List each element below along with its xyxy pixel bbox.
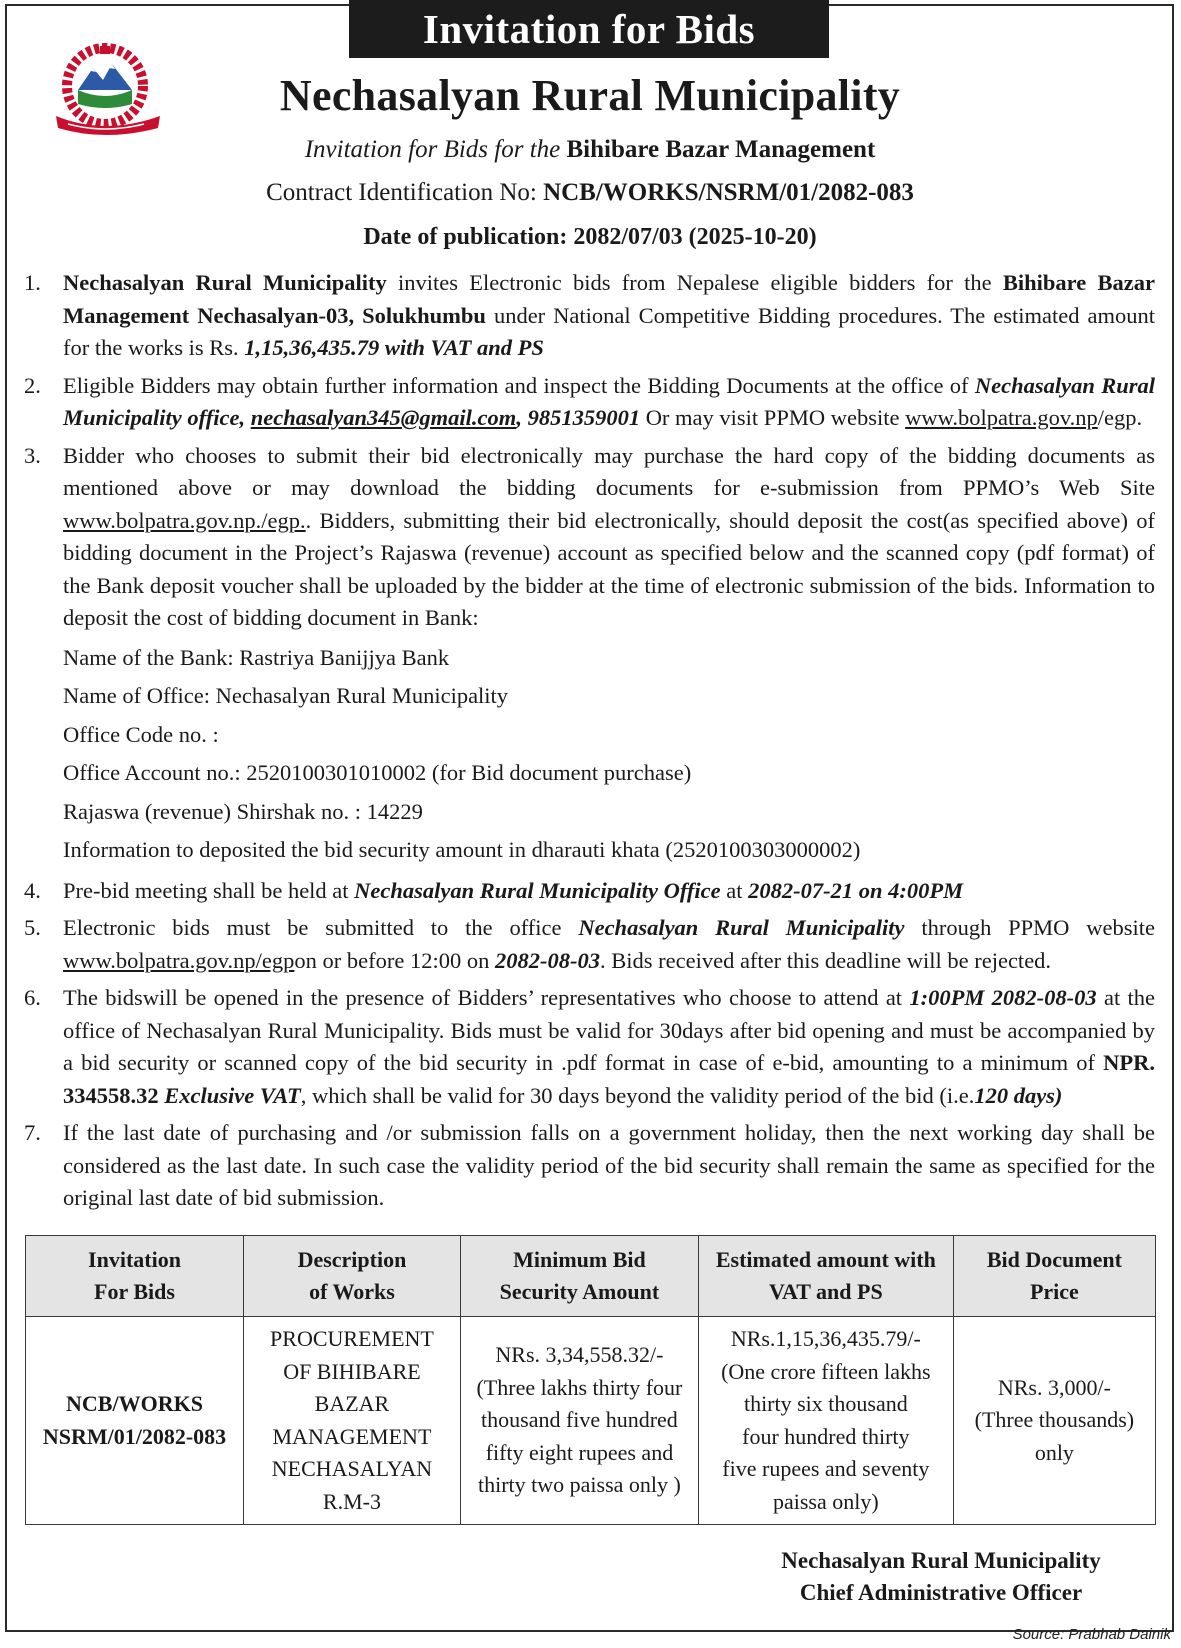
clause-text: under National Competitive Bidding procedures. The estimated amount for the works is Rs. xyxy=(63,302,1155,360)
clause-3 xyxy=(24,440,1155,870)
validity-days: 120 days) xyxy=(974,1082,1063,1108)
rajaswa-shirshak: Rajaswa (revenue) Shirshak no. : 14229 xyxy=(63,798,423,824)
bid-security-account: Information to deposited the bid security amount in dharauti khata (2520100303000002) xyxy=(63,837,861,862)
subtitle-italic: Invitation for Bids for the xyxy=(304,136,561,163)
bank-details xyxy=(63,639,1155,870)
clause-text: Nechasalyan Rural Municipality Office xyxy=(354,877,721,903)
column-header: Estimated amount with VAT and PS xyxy=(698,1236,953,1317)
clause-text: Eligible Bidders may obtain further information and inspect the Bidding Documents at the office of xyxy=(63,372,975,398)
table-row xyxy=(26,1317,1156,1525)
banner-title: Invitation for Bids xyxy=(349,0,829,58)
clause-text: invites Electronic bids from Nepalese eligible bidders for the xyxy=(386,270,1003,295)
table-cell: PROCUREMENT OF BIHIBARE BAZAR MANAGEMENT NECHASALYAN R.M-3 xyxy=(243,1317,460,1525)
bid-table xyxy=(25,1235,1156,1525)
column-header: Invitation For Bids xyxy=(26,1236,244,1317)
clause-text: at xyxy=(720,877,749,903)
clause-number: 5. xyxy=(24,915,41,940)
bolpatra-link[interactable]: www.bolpatra.gov.np xyxy=(905,405,1098,430)
submission-date: 2082-08-03 xyxy=(494,947,600,973)
office-name: Name of Office: Nechasalyan Rural Municipality xyxy=(63,683,509,708)
clause-number: 7. xyxy=(24,1120,41,1145)
clause-text: Pre-bid meeting shall be held at xyxy=(63,877,355,903)
clause-text: Exclusive VAT xyxy=(164,1082,301,1108)
clause-text: /egp. xyxy=(1097,405,1143,430)
table-cell: NRs. 3,000/- (Three thousands) only xyxy=(953,1317,1155,1525)
clause-number: 2. xyxy=(24,372,41,398)
page-title: Nechasalyan Rural Municipality xyxy=(279,71,901,120)
clause-text: Electronic bids must be submitted to the office xyxy=(63,915,579,940)
subtitle-project: Bihibare Bazar Management xyxy=(566,136,876,163)
clause-2 xyxy=(24,370,1155,435)
prebid-date: 2082-07-21 on 4:00PM xyxy=(748,877,964,903)
clause-5 xyxy=(24,912,1155,977)
column-header: Description of Works xyxy=(243,1236,460,1317)
column-header: Minimum Bid Security Amount xyxy=(460,1236,698,1317)
clause-text: Nechasalyan Rural Municipality office, xyxy=(63,372,1155,430)
email-link[interactable]: nechasalyan345@gmail.com xyxy=(250,405,517,430)
bid-clauses xyxy=(24,267,1155,1220)
clause-number: 6. xyxy=(24,985,41,1010)
clause-text: If the last date of purchasing and /or submission falls on a government holiday, then the next working day shall be considered as the last date. In such case the validity period of the bid security shall remain the same as specified for the original last date of bid submission. xyxy=(63,1120,1155,1210)
phone-number: , 9851359001 xyxy=(516,405,641,430)
clause-6 xyxy=(24,982,1155,1112)
table-cell: NRs. 3,34,558.32/- (Three lakhs thirty four thousand five hundred fifty eight rupees and thirty two paissa only ) xyxy=(460,1317,698,1525)
clause-number: 4. xyxy=(24,877,41,903)
clause-text: Bihibare Bazar Management Nechasalyan-03, Solukhumbu xyxy=(63,270,1155,328)
contract-label: Contract Identification No: xyxy=(266,179,537,206)
nepal-emblem-icon xyxy=(48,38,174,138)
clause-text: at the office of Nechasalyan Rural Municipality. Bids must be valid for 30days after bid opening and must be accompanied by a bid security or scanned copy of the bid security in .pdf format in case of e-bid, amounting to a minimum of xyxy=(63,985,1155,1075)
clause-text: , which shall be valid for 30 days beyond the validity period of the bid (i.e. xyxy=(300,1082,975,1108)
clause-1 xyxy=(24,267,1155,365)
clause-text: Nechasalyan Rural Municipality xyxy=(63,270,387,295)
clause-text: Or may visit PPMO website xyxy=(640,405,906,430)
estimated-amount: 1,15,36,435.79 with VAT and PS xyxy=(244,335,544,360)
clause-7 xyxy=(24,1117,1155,1215)
bolpatra-link[interactable]: www.bolpatra.gov.np./egp. xyxy=(63,507,306,533)
clause-text: Nechasalyan Rural Municipality xyxy=(578,915,905,940)
source-credit: Source: Prabhab Dainik xyxy=(1012,1626,1171,1643)
office-code: Office Code no. : xyxy=(63,721,219,747)
clause-text: Bidder who chooses to submit their bid electronically may purchase the hard copy of the bidding documents as mentioned above or may download the bidding documents for e-submission from PPMO’s Web Site xyxy=(63,442,1155,500)
table-cell: NRs.1,15,36,435.79/- (One crore fifteen lakhs thirty six thousand four hundred thirty five rupees and seventy paissa only) xyxy=(698,1317,953,1525)
clause-text: through PPMO website xyxy=(904,915,1155,940)
opening-time: 1:00PM 2082-08-03 xyxy=(909,985,1097,1010)
clause-4 xyxy=(24,875,1155,908)
contract-number: NCB/WORKS/NSRM/01/2082-083 xyxy=(543,179,914,206)
clause-text: on or before 12:00 on xyxy=(294,947,495,973)
clause-text: . Bidders, submitting their bid electronically, should deposit the cost(as specified above) of bidding document in the Project’s Rajaswa (revenue) account as specified below and the scanned copy (pdf format) of the Bank deposit voucher shall be uploaded by the bidder at the time of electronic submission of the bids. Information to deposit the cost of bidding document in Bank: xyxy=(63,507,1155,630)
subtitle xyxy=(160,136,1020,164)
signature-org: Nechasalyan Rural Municipality xyxy=(781,1548,1101,1573)
bank-name: Name of the Bank: Rastriya Banijjya Bank xyxy=(63,644,450,670)
table-cell: NCB/WORKS NSRM/01/2082-083 xyxy=(26,1317,244,1525)
signature-role: Chief Administrative Officer xyxy=(799,1580,1083,1605)
table-header-row xyxy=(26,1236,1156,1317)
contract-line xyxy=(160,179,1020,207)
clause-number: 1. xyxy=(24,270,41,295)
security-amount: NPR. 334558.32 xyxy=(63,1050,1155,1108)
clause-text: The bidswill be opened in the presence of Bidders’ representatives who choose to attend at xyxy=(63,985,910,1010)
column-header: Bid Document Price xyxy=(953,1236,1155,1317)
office-account: Office Account no.: 2520100301010002 (for Bid document purchase) xyxy=(63,760,692,785)
clause-text: . Bids received after this deadline will be rejected. xyxy=(599,947,1052,973)
publication-date: Date of publication: 2082/07/03 (2025-10-20) xyxy=(363,224,817,250)
clause-number: 3. xyxy=(24,442,41,468)
bolpatra-link[interactable]: www.bolpatra.gov.np/egp xyxy=(63,947,295,973)
